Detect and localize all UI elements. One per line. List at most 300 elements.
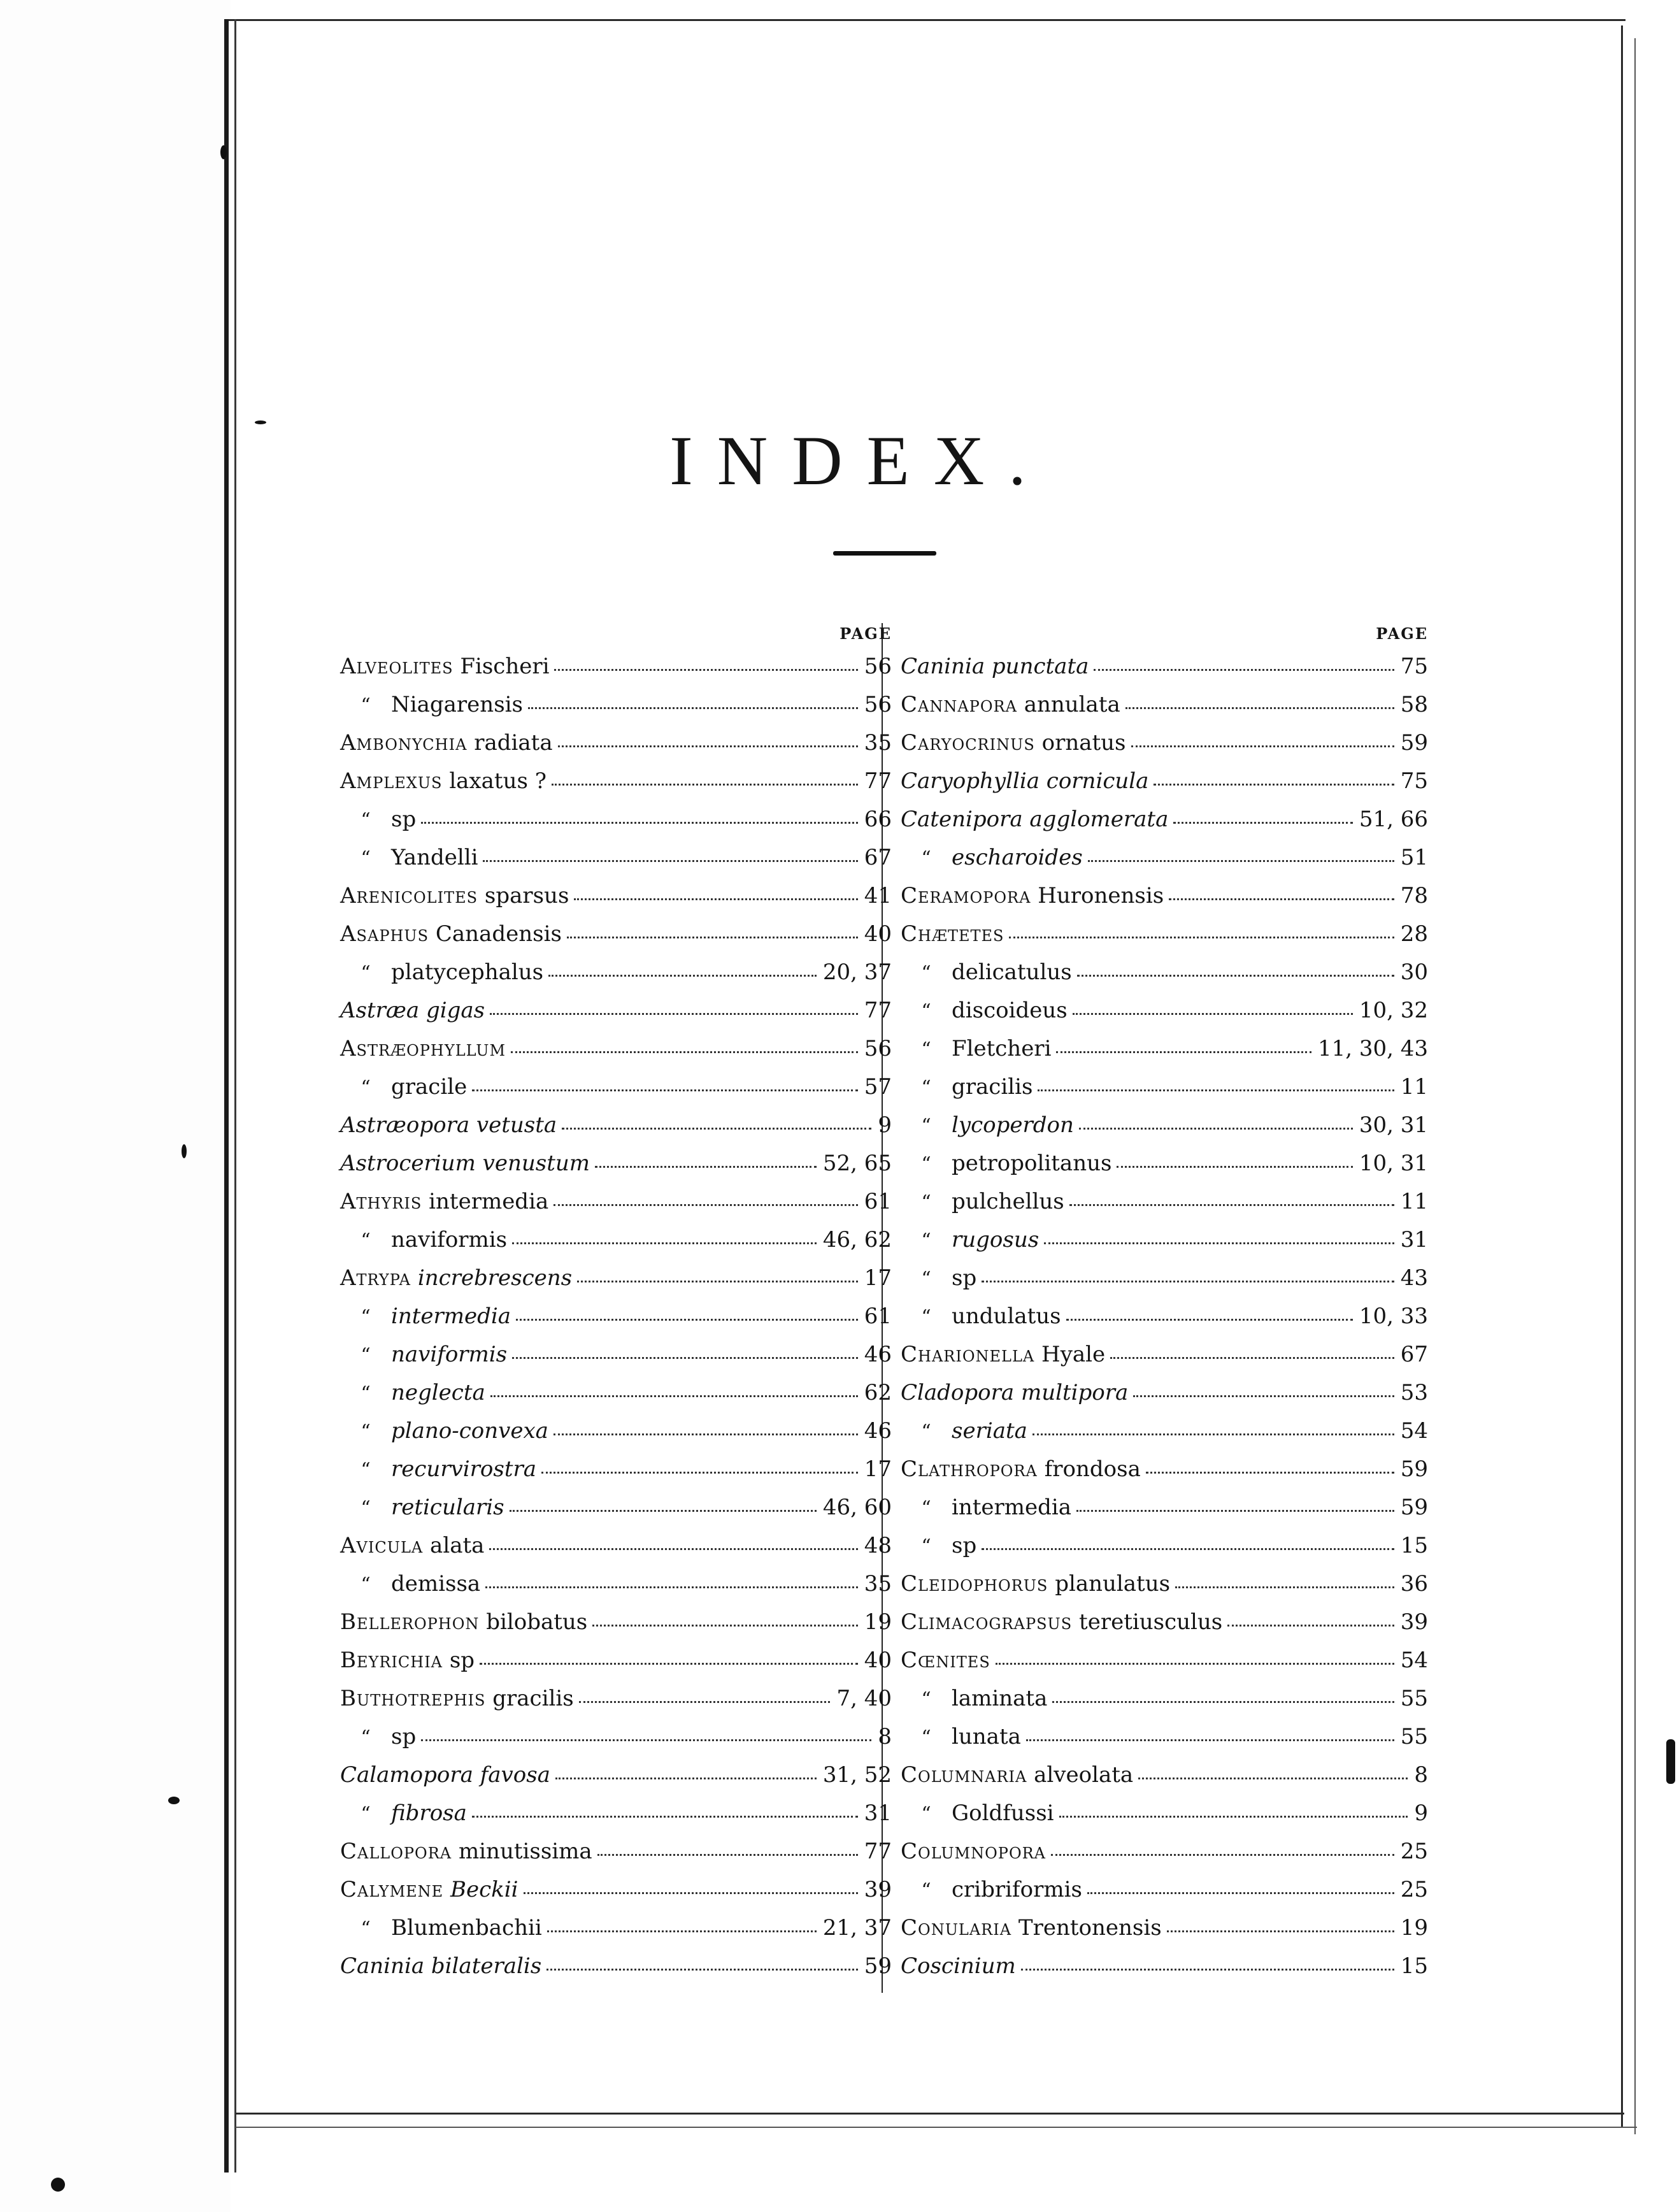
dot-leader xyxy=(996,1641,1394,1665)
species-name: planulatus xyxy=(1055,1571,1171,1597)
dot-leader xyxy=(472,1794,858,1818)
index-entry xyxy=(340,1144,892,1182)
dot-leader xyxy=(579,1679,831,1703)
page-number: 30 xyxy=(1400,959,1428,985)
page-number: 54 xyxy=(1400,1648,1428,1673)
ink-speck xyxy=(220,145,227,159)
page-number: 40 xyxy=(864,1648,892,1673)
genus-name: Cleidophorus xyxy=(901,1571,1048,1597)
page-number: 54 xyxy=(1400,1418,1428,1444)
entry-name xyxy=(340,1603,587,1641)
index-entry xyxy=(340,991,892,1030)
dot-leader xyxy=(1125,686,1394,709)
index-entry xyxy=(340,800,892,838)
entry-name xyxy=(340,1488,504,1528)
ditto-mark: “ xyxy=(361,1497,371,1519)
genus-name: Ambonychia xyxy=(340,730,468,756)
page-number: 59 xyxy=(1400,1495,1428,1520)
dot-leader xyxy=(1088,838,1394,862)
page-number: 9 xyxy=(878,1112,892,1138)
index-entry xyxy=(340,1106,892,1144)
dot-leader xyxy=(1175,1565,1394,1588)
page-number: 36 xyxy=(1400,1571,1428,1597)
dot-leader xyxy=(1169,877,1394,900)
entry-name xyxy=(901,1565,1170,1603)
page-number: 17 xyxy=(864,1265,892,1291)
ditto-mark: “ xyxy=(921,1497,931,1519)
entry-name xyxy=(901,800,1168,838)
species-name: sparsus xyxy=(484,883,569,908)
entry-name xyxy=(901,1909,1162,1947)
page-number: 56 xyxy=(864,692,892,717)
dot-leader xyxy=(1110,1335,1394,1359)
species-name: sp xyxy=(391,1724,417,1749)
dot-leader xyxy=(1154,762,1394,786)
dot-leader xyxy=(552,762,858,786)
species-name: alveolata xyxy=(1034,1762,1134,1788)
species-name: demissa xyxy=(391,1571,481,1597)
ink-speck xyxy=(168,1797,180,1804)
page-number: 53 xyxy=(1400,1380,1428,1405)
entry-name xyxy=(340,1641,475,1679)
index-entry xyxy=(901,1718,1428,1756)
page-title: INDEX. xyxy=(669,422,1050,499)
entry-list-right xyxy=(901,647,1428,1985)
entry-name xyxy=(901,1756,1133,1794)
page-border-left-inner xyxy=(234,19,236,2172)
page-number: 8 xyxy=(1414,1762,1428,1788)
index-entry xyxy=(340,953,892,991)
entry-name xyxy=(340,1526,484,1565)
index-entry xyxy=(340,1335,892,1374)
ditto-mark: “ xyxy=(361,1459,371,1481)
species-name: naviformis xyxy=(391,1227,508,1253)
page-number: 46, 60 xyxy=(822,1495,892,1520)
page-number: 31 xyxy=(864,1800,892,1826)
index-entry xyxy=(340,1450,892,1488)
entry-name xyxy=(340,647,549,686)
ditto-mark: “ xyxy=(361,847,371,870)
ink-speck xyxy=(1666,1739,1675,1784)
index-entry xyxy=(340,1259,892,1297)
index-entry xyxy=(901,800,1428,838)
dot-leader xyxy=(1052,1679,1394,1703)
page-number: 78 xyxy=(1400,883,1428,908)
taxon-name: Calamopora favosa xyxy=(340,1762,550,1788)
dot-leader xyxy=(554,1412,858,1435)
ditto-mark: “ xyxy=(361,1803,371,1825)
species-name: Huronensis xyxy=(1038,883,1164,908)
dot-leader xyxy=(421,1718,871,1741)
taxon-name: Cladopora multipora xyxy=(901,1380,1129,1405)
index-entry xyxy=(901,1030,1428,1068)
entry-name xyxy=(901,1182,1064,1222)
species-name: fibrosa xyxy=(391,1800,467,1826)
species-name: undulatus xyxy=(952,1304,1061,1329)
dot-leader xyxy=(1051,1832,1394,1856)
species-name: Fletcheri xyxy=(952,1036,1052,1061)
page-border-top xyxy=(224,19,1625,21)
ditto-mark: “ xyxy=(921,1230,931,1252)
entry-name xyxy=(901,1603,1222,1641)
ditto-mark: “ xyxy=(921,1727,931,1749)
entry-name xyxy=(901,1297,1061,1337)
dot-leader xyxy=(1021,1947,1394,1971)
species-name: platycephalus xyxy=(391,959,544,985)
entry-name xyxy=(901,1794,1054,1834)
entry-name xyxy=(901,1068,1032,1107)
dot-leader xyxy=(512,1221,817,1244)
dot-leader xyxy=(1079,1106,1353,1130)
ditto-mark: “ xyxy=(361,1306,371,1328)
dot-leader xyxy=(547,1909,817,1932)
index-entry xyxy=(901,915,1428,953)
index-entry xyxy=(340,1718,892,1756)
page-number: 61 xyxy=(864,1304,892,1329)
index-entry xyxy=(901,1182,1428,1221)
genus-name: Ceramopora xyxy=(901,883,1031,908)
dot-leader xyxy=(1117,1144,1352,1168)
species-name: intermedia xyxy=(429,1189,549,1214)
entry-name xyxy=(340,1718,416,1757)
page-number: 57 xyxy=(864,1074,892,1100)
ditto-mark: “ xyxy=(361,809,371,831)
entry-name xyxy=(901,1488,1071,1528)
index-entry xyxy=(901,1794,1428,1832)
entry-name xyxy=(340,915,562,953)
page-border-right-outer xyxy=(1634,38,1636,2134)
page-number: 77 xyxy=(864,998,892,1023)
entry-name xyxy=(340,1106,557,1144)
species-name: Fischeri xyxy=(460,654,550,679)
index-entry xyxy=(901,1450,1428,1488)
genus-name: Chætetes xyxy=(901,921,1004,947)
dot-leader xyxy=(483,838,857,862)
index-entry xyxy=(901,838,1428,877)
index-entry xyxy=(901,1144,1428,1182)
index-entry xyxy=(340,1794,892,1832)
entry-name xyxy=(901,915,1004,953)
taxon-name: Caninia punctata xyxy=(901,654,1089,679)
page-border-bottom xyxy=(236,2113,1624,2115)
index-entry xyxy=(901,1488,1428,1526)
ditto-mark: “ xyxy=(921,1535,931,1558)
page-number: 77 xyxy=(864,768,892,794)
species-name: Beckii xyxy=(450,1877,518,1902)
genus-name: Cœnites xyxy=(901,1648,990,1673)
genus-name: Conularia xyxy=(901,1915,1012,1941)
species-name: Blumenbachii xyxy=(391,1915,542,1941)
index-entry xyxy=(340,1947,892,1985)
index-entry xyxy=(901,1947,1428,1985)
entry-name xyxy=(901,1947,1016,1985)
page-number: 25 xyxy=(1400,1839,1428,1864)
page-number: 10, 32 xyxy=(1359,998,1428,1023)
entry-name xyxy=(901,1832,1046,1871)
page-number: 25 xyxy=(1400,1877,1428,1902)
ditto-mark: “ xyxy=(921,1268,931,1290)
species-name: Trentonensis xyxy=(1018,1915,1162,1941)
index-entry xyxy=(901,1679,1428,1718)
page-border-bottom-outer xyxy=(236,2127,1637,2128)
entry-name xyxy=(340,1335,507,1375)
species-name: laxatus ? xyxy=(449,768,547,794)
species-name: sp xyxy=(391,807,417,832)
page-number: 75 xyxy=(1400,768,1428,794)
entry-name xyxy=(901,1871,1082,1910)
genus-name: Calymene xyxy=(340,1877,444,1902)
species-name: Hyale xyxy=(1041,1342,1106,1367)
dot-leader xyxy=(1032,1412,1394,1435)
dot-leader xyxy=(1227,1603,1394,1627)
genus-name: Athyris xyxy=(340,1189,422,1214)
ditto-mark: “ xyxy=(921,847,931,870)
entry-name xyxy=(340,1871,518,1909)
page-number: 67 xyxy=(1400,1342,1428,1367)
index-entry xyxy=(901,1871,1428,1909)
species-name: annulata xyxy=(1024,692,1120,717)
index-entry xyxy=(901,1909,1428,1947)
page-number: 40 xyxy=(864,921,892,947)
entry-name xyxy=(340,800,416,840)
page-number: 55 xyxy=(1400,1724,1428,1749)
genus-name: Astræophyllum xyxy=(340,1036,506,1061)
species-name: Canadensis xyxy=(435,921,562,947)
genus-name: Amplexus xyxy=(340,768,443,794)
page-border-left xyxy=(224,19,229,2172)
species-name: lunata xyxy=(952,1724,1021,1749)
entry-name xyxy=(901,1106,1074,1146)
page-number: 62 xyxy=(864,1380,892,1405)
index-entry xyxy=(340,1030,892,1068)
dot-leader xyxy=(1094,647,1394,671)
page-number: 52, 65 xyxy=(822,1151,892,1176)
page-number: 56 xyxy=(864,1036,892,1061)
dot-leader xyxy=(524,1871,858,1894)
ditto-mark: “ xyxy=(921,1803,931,1825)
dot-leader xyxy=(1038,1068,1394,1091)
species-name: escharoides xyxy=(952,845,1083,870)
species-name: intermedia xyxy=(391,1304,511,1329)
genus-name: Caryocrinus xyxy=(901,730,1035,756)
page-number: 59 xyxy=(864,1953,892,1979)
index-entry xyxy=(901,1641,1428,1679)
dot-leader xyxy=(1059,1794,1408,1818)
index-entry xyxy=(901,686,1428,724)
index-entry xyxy=(901,1297,1428,1335)
entry-name xyxy=(901,1679,1047,1719)
index-entry xyxy=(340,1832,892,1871)
ditto-mark: “ xyxy=(921,1191,931,1214)
index-entry xyxy=(340,1297,892,1335)
dot-leader xyxy=(1056,1030,1311,1053)
dot-leader xyxy=(490,991,858,1015)
species-name: plano-convexa xyxy=(391,1418,548,1444)
ditto-mark: “ xyxy=(921,1077,931,1099)
index-entry xyxy=(901,1259,1428,1297)
species-name: lycoperdon xyxy=(952,1112,1074,1138)
entry-name xyxy=(340,1565,480,1604)
index-entry xyxy=(901,1526,1428,1565)
genus-name: Bellerophon xyxy=(340,1609,480,1635)
entry-name xyxy=(340,1832,592,1871)
dot-leader xyxy=(511,1030,858,1053)
index-entry xyxy=(901,877,1428,915)
taxon-name: Caninia bilateralis xyxy=(340,1953,542,1979)
dot-leader xyxy=(489,1526,857,1550)
entry-name xyxy=(901,1259,976,1298)
entry-name xyxy=(340,1450,536,1490)
page-border-right xyxy=(1621,25,1623,2128)
page-number: 39 xyxy=(864,1877,892,1902)
dot-leader xyxy=(1026,1718,1394,1741)
species-name: Goldfussi xyxy=(952,1800,1054,1826)
dot-leader xyxy=(982,1526,1394,1550)
index-entry xyxy=(340,1641,892,1679)
dot-leader xyxy=(1146,1450,1394,1474)
dot-leader xyxy=(595,1144,817,1168)
entry-name xyxy=(340,953,543,993)
entry-name xyxy=(901,877,1164,915)
species-name: Yandelli xyxy=(391,845,478,870)
index-entry xyxy=(901,1221,1428,1259)
dot-leader xyxy=(1173,800,1352,824)
dot-leader xyxy=(1066,1297,1353,1321)
page-number: 35 xyxy=(864,1571,892,1597)
dot-leader xyxy=(480,1641,858,1665)
genus-name: Atrypa xyxy=(340,1265,411,1291)
species-name: intermedia xyxy=(952,1495,1072,1520)
page-column-header: PAGE xyxy=(1376,624,1428,643)
index-entry xyxy=(901,991,1428,1030)
dot-leader xyxy=(547,1947,858,1971)
species-name: seriata xyxy=(952,1418,1027,1444)
species-name: rugosus xyxy=(952,1227,1040,1253)
ditto-mark: “ xyxy=(361,1230,371,1252)
ditto-mark: “ xyxy=(361,1382,371,1405)
genus-name: Avicula xyxy=(340,1533,424,1558)
species-name: naviformis xyxy=(391,1342,508,1367)
species-name: radiata xyxy=(474,730,553,756)
ditto-mark: “ xyxy=(921,1879,931,1902)
index-entry xyxy=(340,1909,892,1947)
species-name: bilobatus xyxy=(486,1609,588,1635)
ditto-mark: “ xyxy=(921,1688,931,1711)
index-entry xyxy=(901,953,1428,991)
index-entry xyxy=(901,1565,1428,1603)
index-entry xyxy=(340,915,892,953)
page-number: 39 xyxy=(1400,1609,1428,1635)
ditto-mark: “ xyxy=(921,1306,931,1328)
dot-leader xyxy=(592,1603,857,1627)
ink-speck xyxy=(51,2178,65,2192)
ditto-mark: “ xyxy=(361,1574,371,1596)
page-number: 75 xyxy=(1400,654,1428,679)
ditto-mark: “ xyxy=(921,1153,931,1175)
genus-name: Alveolites xyxy=(340,654,454,679)
dot-leader xyxy=(1044,1221,1394,1244)
page-number: 67 xyxy=(864,845,892,870)
genus-name: Asaphus xyxy=(340,921,429,947)
index-entry xyxy=(340,1488,892,1526)
page-number: 15 xyxy=(1400,1533,1428,1558)
species-name: sp xyxy=(952,1265,977,1291)
species-name: teretiusculus xyxy=(1079,1609,1223,1635)
entry-name xyxy=(340,1947,541,1985)
index-entry xyxy=(340,1182,892,1221)
page-number: 10, 33 xyxy=(1359,1304,1428,1329)
dot-leader xyxy=(472,1068,858,1091)
page-number: 11 xyxy=(1400,1074,1428,1100)
page-number: 46 xyxy=(864,1342,892,1367)
page-number: 19 xyxy=(1400,1915,1428,1941)
page-number: 56 xyxy=(864,654,892,679)
entry-name xyxy=(901,953,1072,993)
species-name: Niagarensis xyxy=(391,692,523,717)
page-number: 43 xyxy=(1400,1265,1428,1291)
species-name: increbrescens xyxy=(417,1265,573,1291)
dot-leader xyxy=(421,800,858,824)
ditto-mark: “ xyxy=(361,1344,371,1367)
genus-name: Arenicolites xyxy=(340,883,478,908)
species-name: recurvirostra xyxy=(391,1456,537,1482)
index-entry xyxy=(901,724,1428,762)
index-entry xyxy=(340,647,892,686)
page-number: 48 xyxy=(864,1533,892,1558)
species-name: gracilis xyxy=(952,1074,1033,1100)
taxon-name: Astrocerium venustum xyxy=(340,1151,590,1176)
entry-name xyxy=(340,1909,542,1948)
page-column-header: PAGE xyxy=(840,624,892,643)
page-number: 21, 37 xyxy=(822,1915,892,1941)
dot-leader xyxy=(554,647,857,671)
page-number: 31, 52 xyxy=(822,1762,892,1788)
taxon-name: Coscinium xyxy=(901,1953,1016,1979)
index-entry xyxy=(901,647,1428,686)
index-entry xyxy=(901,1832,1428,1871)
page-number: 20, 37 xyxy=(822,959,892,985)
entry-name xyxy=(901,686,1120,724)
index-column-right xyxy=(901,624,1428,1985)
scan-margin xyxy=(0,0,231,2212)
taxon-name: Caryophyllia cornicula xyxy=(901,768,1149,794)
index-entry xyxy=(901,1068,1428,1106)
dot-leader xyxy=(1167,1909,1394,1932)
page-number: 59 xyxy=(1400,1456,1428,1482)
ditto-mark: “ xyxy=(921,1000,931,1023)
index-entry xyxy=(340,877,892,915)
species-name: laminata xyxy=(952,1686,1048,1711)
species-name: alata xyxy=(430,1533,485,1558)
species-name: sp xyxy=(952,1533,977,1558)
dot-leader xyxy=(490,1374,858,1397)
dot-leader xyxy=(541,1450,858,1474)
entry-name xyxy=(901,1374,1128,1412)
page-number: 51 xyxy=(1400,845,1428,870)
page-number: 15 xyxy=(1400,1953,1428,1979)
page-number: 46 xyxy=(864,1418,892,1444)
species-name: gracile xyxy=(391,1074,468,1100)
dot-leader xyxy=(1076,1488,1394,1512)
page-number: 31 xyxy=(1400,1227,1428,1253)
ditto-mark: “ xyxy=(361,1421,371,1443)
page-number: 35 xyxy=(864,730,892,756)
genus-name: Cannapora xyxy=(901,692,1017,717)
entry-list-left xyxy=(340,647,892,1985)
species-name: pulchellus xyxy=(952,1189,1064,1214)
ditto-mark: “ xyxy=(361,962,371,984)
taxon-name: Catenipora agglomerata xyxy=(901,807,1169,832)
